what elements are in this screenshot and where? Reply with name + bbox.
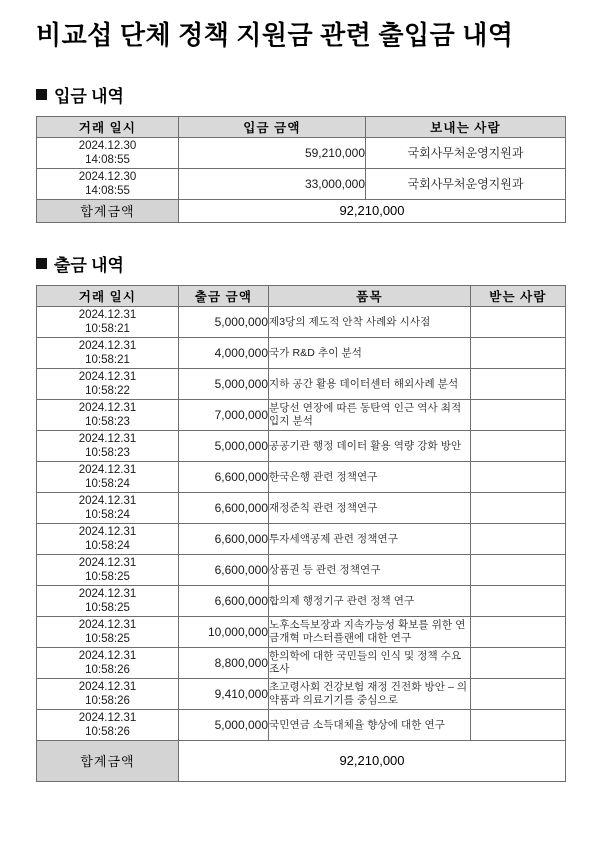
cell-item-description: 노후소득보장과 지속가능성 확보를 위한 연금개혁 마스터플랜에 대한 연구 — [269, 616, 471, 647]
cell-transaction-datetime: 2024.12.31 10:58:23 — [37, 399, 179, 430]
cell-transaction-datetime: 2024.12.31 10:58:25 — [37, 616, 179, 647]
cell-transaction-datetime: 2024.12.31 10:58:24 — [37, 492, 179, 523]
cell-transaction-datetime: 2024.12.31 10:58:21 — [37, 337, 179, 368]
table-row — [37, 616, 566, 647]
cell-recipient — [471, 399, 566, 430]
withdraw-section-heading — [32, 251, 568, 276]
cell-withdraw-amount: 5,000,000 — [179, 709, 269, 740]
cell-recipient — [471, 306, 566, 337]
withdraw-total-label: 합계금액 — [37, 740, 179, 781]
cell-recipient — [471, 492, 566, 523]
cell-transaction-datetime: 2024.12.30 14:08:55 — [37, 137, 179, 168]
cell-withdraw-amount: 8,800,000 — [179, 647, 269, 678]
cell-item-description: 재정준칙 관련 정책연구 — [269, 492, 471, 523]
cell-recipient — [471, 461, 566, 492]
cell-item-description: 합의제 행정기구 관련 정책 연구 — [269, 585, 471, 616]
withdraw-table-body — [37, 306, 566, 740]
cell-sender: 국회사무처운영지원과 — [366, 137, 566, 168]
table-row — [37, 523, 566, 554]
cell-withdraw-amount: 5,000,000 — [179, 430, 269, 461]
black-square-bullet-icon — [36, 258, 47, 269]
withdraw-table-footer — [37, 740, 566, 781]
cell-recipient — [471, 585, 566, 616]
cell-transaction-datetime: 2024.12.31 10:58:25 — [37, 585, 179, 616]
cell-withdraw-amount: 4,000,000 — [179, 337, 269, 368]
cell-transaction-datetime: 2024.12.31 10:58:26 — [37, 678, 179, 709]
cell-item-description: 국민연금 소득대체율 향상에 대한 연구 — [269, 709, 471, 740]
cell-withdraw-amount: 5,000,000 — [179, 368, 269, 399]
cell-transaction-datetime: 2024.12.31 10:58:26 — [37, 647, 179, 678]
column-header-date: 거래 일시 — [37, 285, 179, 306]
cell-item-description: 공공기관 행정 데이터 활용 역량 강화 방안 — [269, 430, 471, 461]
cell-transaction-datetime: 2024.12.31 10:58:21 — [37, 306, 179, 337]
cell-recipient — [471, 523, 566, 554]
cell-withdraw-amount: 10,000,000 — [179, 616, 269, 647]
withdraw-heading-label: 출금 내역 — [54, 255, 124, 275]
deposit-table-footer — [37, 199, 566, 222]
cell-recipient — [471, 430, 566, 461]
deposit-table-body — [37, 137, 566, 199]
table-row — [37, 399, 566, 430]
cell-withdraw-amount: 6,600,000 — [179, 492, 269, 523]
table-row — [37, 647, 566, 678]
cell-transaction-datetime: 2024.12.30 14:08:55 — [37, 168, 179, 199]
cell-transaction-datetime: 2024.12.31 10:58:24 — [37, 461, 179, 492]
table-row — [37, 709, 566, 740]
table-row — [37, 306, 566, 337]
deposit-total-label: 합계금액 — [37, 199, 179, 222]
table-row — [37, 492, 566, 523]
deposit-section-heading — [32, 82, 568, 107]
table-header-row — [37, 285, 566, 306]
cell-recipient — [471, 554, 566, 585]
column-header-date: 거래 일시 — [37, 116, 179, 137]
cell-item-description: 상품권 등 관련 정책연구 — [269, 554, 471, 585]
cell-item-description: 지하 공간 활용 데이터센터 해외사례 분석 — [269, 368, 471, 399]
deposit-heading-label: 입금 내역 — [54, 86, 124, 106]
withdraw-table-header — [37, 285, 566, 306]
cell-item-description: 한의학에 대한 국민들의 인식 및 정책 수요 조사 — [269, 647, 471, 678]
cell-withdraw-amount: 6,600,000 — [179, 554, 269, 585]
cell-withdraw-amount: 6,600,000 — [179, 461, 269, 492]
cell-deposit-amount: 33,000,000 — [179, 168, 366, 199]
table-row — [37, 678, 566, 709]
cell-item-description: 초고령사회 건강보험 재정 건전화 방안 – 의약품과 의료기기를 중심으로 — [269, 678, 471, 709]
column-header-withdraw-amount: 출금 금액 — [179, 285, 269, 306]
table-row — [37, 430, 566, 461]
cell-item-description: 분당선 연장에 따른 동탄역 인근 역사 최적 입지 분석 — [269, 399, 471, 430]
cell-transaction-datetime: 2024.12.31 10:58:25 — [37, 554, 179, 585]
table-row — [37, 368, 566, 399]
cell-transaction-datetime: 2024.12.31 10:58:23 — [37, 430, 179, 461]
cell-recipient — [471, 616, 566, 647]
deposit-table-header — [37, 116, 566, 137]
page-title: 비교섭 단체 정책 지원금 관련 출입금 내역 — [36, 21, 514, 50]
black-square-bullet-icon — [36, 89, 47, 100]
cell-item-description: 국가 R&D 추이 분석 — [269, 337, 471, 368]
total-row — [37, 199, 566, 222]
column-header-item: 품목 — [269, 285, 471, 306]
cell-recipient — [471, 709, 566, 740]
column-header-sender: 보내는 사람 — [366, 116, 566, 137]
table-row — [37, 137, 566, 168]
cell-transaction-datetime: 2024.12.31 10:58:22 — [37, 368, 179, 399]
cell-recipient — [471, 337, 566, 368]
table-row — [37, 168, 566, 199]
total-row — [37, 740, 566, 781]
deposit-total-amount: 92,210,000 — [179, 199, 566, 222]
cell-withdraw-amount: 6,600,000 — [179, 585, 269, 616]
table-row — [37, 337, 566, 368]
table-row — [37, 461, 566, 492]
cell-item-description: 투자세액공제 관련 정책연구 — [269, 523, 471, 554]
cell-transaction-datetime: 2024.12.31 10:58:24 — [37, 523, 179, 554]
cell-deposit-amount: 59,210,000 — [179, 137, 366, 168]
cell-item-description: 한국은행 관련 정책연구 — [269, 461, 471, 492]
cell-recipient — [471, 368, 566, 399]
column-header-deposit-amount: 입금 금액 — [179, 116, 366, 137]
cell-withdraw-amount: 5,000,000 — [179, 306, 269, 337]
table-row — [37, 554, 566, 585]
table-row — [37, 585, 566, 616]
column-header-recipient: 받는 사람 — [471, 285, 566, 306]
cell-withdraw-amount: 9,410,000 — [179, 678, 269, 709]
withdraw-table — [36, 285, 566, 782]
cell-withdraw-amount: 6,600,000 — [179, 523, 269, 554]
cell-item-description: 제3당의 제도적 안착 사례와 시사점 — [269, 306, 471, 337]
deposit-table — [36, 116, 566, 223]
cell-recipient — [471, 678, 566, 709]
cell-withdraw-amount: 7,000,000 — [179, 399, 269, 430]
table-header-row — [37, 116, 566, 137]
cell-transaction-datetime: 2024.12.31 10:58:26 — [37, 709, 179, 740]
cell-sender: 국회사무처운영지원과 — [366, 168, 566, 199]
cell-recipient — [471, 647, 566, 678]
withdraw-total-amount: 92,210,000 — [179, 740, 566, 781]
